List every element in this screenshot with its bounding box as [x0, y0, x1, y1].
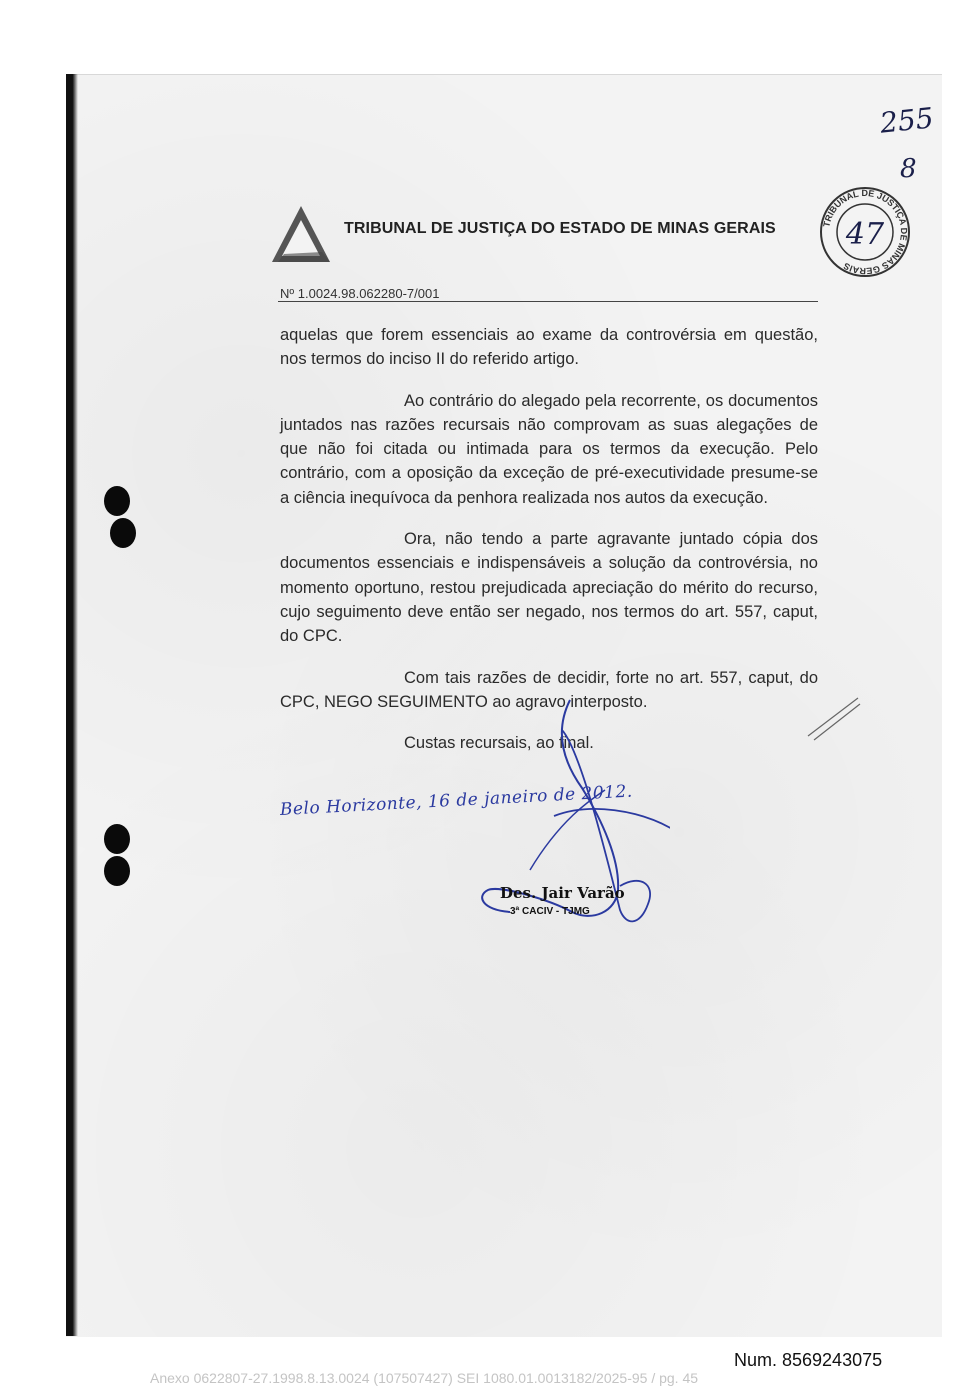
punch-hole [110, 518, 136, 548]
punch-hole [104, 824, 130, 854]
page-number-stamp [876, 101, 936, 194]
paragraph-4: Com tais razões de decidir, forte no art. 557, caput, do CPC, NEGO SEGUIMENTO ao agravo interposto. [280, 668, 818, 711]
court-seal-stamp [815, 186, 915, 278]
document-number: Num. 8569243075 [734, 1350, 883, 1370]
handwritten-place-date: Belo Horizonte, 16 de janeiro de 2012. [279, 781, 634, 820]
annex-footer: Anexo 0622807-27.1998.8.13.0024 (107507427) SEI 1080.01.0013182/2025-95 / pg. 45 [150, 1370, 699, 1386]
margin-marks [804, 694, 864, 744]
paragraph-3: Ora, não tendo a parte agravante juntado cópia dos documentos essenciais e indispensáveis a solução da controvérsia, no momento oportuno, restou prejudicada apreciação do mérito do recurso, cujo seguimento deve então ser negado, nos termos do art. 557, caput, do CPC. [280, 530, 818, 646]
page-mark-handwritten: 8 [900, 154, 917, 184]
punch-hole [104, 856, 130, 886]
punch-hole [104, 486, 130, 516]
seal-text: TRIBUNAL DE JUSTIÇA DE MINAS GERAIS [821, 187, 910, 277]
page-number-handwritten: 255 [878, 101, 936, 140]
paragraph-5: Custas recursais, ao final. [404, 734, 594, 753]
paragraph-2: Ao contrário do alegado pela recorrente, os documentos juntados nas razões recursais não comprovam as suas alegações de que não foi citada ou intimada para os termos da execução. Pelo contrário, com a oposição da exceção de pré-executividade presume-se a ciência inequívoca da penhora realizada nos autos da execução. [280, 391, 818, 507]
process-number: Nº 1.0024.98.062280-7/001 [280, 286, 440, 301]
signer-department: 3ª CACIV - TJMG [510, 906, 590, 917]
paragraph-1: aquelas que forem essenciais ao exame da controvérsia em questão, nos termos do inciso II do referido artigo. [280, 326, 818, 369]
court-logo-icon [270, 204, 332, 266]
scan-shadow-edge [66, 74, 78, 1336]
seal-number: 47 [845, 217, 885, 252]
signer-name: Des. Jair Varão [500, 884, 625, 902]
court-title: TRIBUNAL DE JUSTIÇA DO ESTADO DE MINAS GERAIS [344, 220, 776, 237]
header-divider [278, 301, 818, 302]
